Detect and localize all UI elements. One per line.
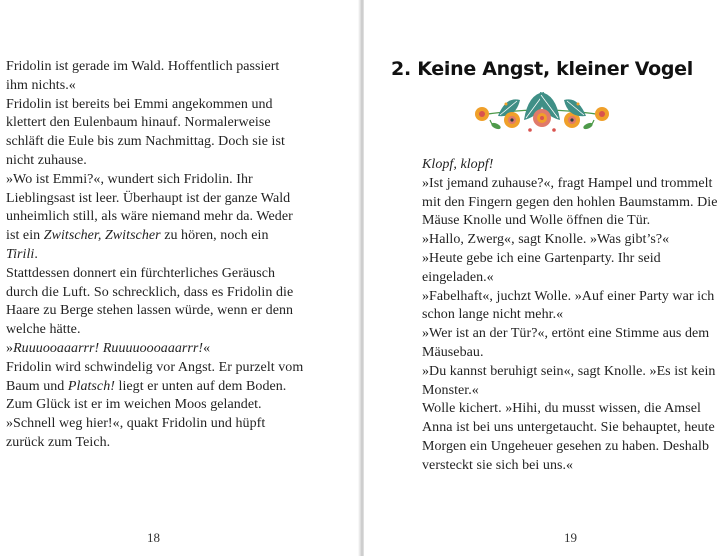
- text-line: klettert den Eulenbaum hinauf. Normalerweise: [6, 115, 271, 131]
- text-line: mit den Fingern gegen den hohlen Baumstamm. Die: [422, 194, 718, 210]
- text-line: »Wer ist an der Tür?«, ertönt eine Stimme aus dem: [422, 326, 710, 342]
- text-run: «: [203, 340, 211, 356]
- text-line: eingeladen.«: [422, 269, 494, 285]
- italic-run: Zwitscher, Zwitscher: [43, 228, 161, 244]
- text-line: Lieblingsast ist leer. Überhaupt ist der ganze Wald: [6, 190, 291, 206]
- text-line: welche hätte.: [6, 322, 81, 338]
- text-line: Mäusebau.: [422, 344, 484, 360]
- text-line: Fridolin ist gerade im Wald. Hoffentlich passiert: [6, 59, 280, 74]
- text-run: Baum und: [6, 378, 68, 394]
- text-line: [422, 156, 718, 175]
- text-line: durch die Luft. So schrecklich, dass es Fridolin die: [6, 284, 294, 300]
- left-page-text: [6, 58, 302, 453]
- text-line: Stattdessen donnert ein fürchterliches Geräusch: [6, 265, 276, 281]
- text-line: [6, 378, 302, 397]
- text-line: Zum Glück ist er im weichen Moos gelandet.: [6, 397, 262, 413]
- text-line: [6, 340, 302, 359]
- italic-run: Klopf, klopf!: [422, 157, 494, 172]
- text-line: Morgen ein Ungeheuer gesehen zu haben. Deshalb: [422, 438, 709, 454]
- page-number: 19: [564, 530, 577, 545]
- text-line: ihm nichts.«: [6, 77, 76, 93]
- text-line: »Schnell weg hier!«, quakt Fridolin und hüpft: [6, 416, 266, 432]
- floral-ornament-icon: [472, 90, 612, 136]
- text-line: Fridolin wird schwindelig vor Angst. Er purzelt vom: [6, 359, 304, 375]
- text-run: liegt er unten auf dem Boden.: [114, 378, 287, 394]
- text-line: schon lange nicht mehr.«: [422, 307, 564, 323]
- text-line: [6, 246, 302, 265]
- text-line: »Heute gebe ich eine Gartenparty. Ihr seid: [422, 250, 661, 266]
- text-line: [6, 227, 302, 246]
- text-line: »Ist jemand zuhause?«, fragt Hampel und trommelt: [422, 175, 713, 191]
- page-number: 18: [147, 530, 160, 545]
- right-page-text: [422, 156, 718, 476]
- text-line: Fridolin ist bereits bei Emmi angekommen und: [6, 96, 273, 112]
- text-line: nicht zuhause.: [6, 152, 87, 168]
- text-line: Mäuse Knolle und Wolle öffnen die Tür.: [422, 213, 651, 229]
- text-run: .: [34, 246, 38, 262]
- text-line: »Hallo, Zwerg«, sagt Knolle. »Was gibt’s?«: [422, 232, 670, 248]
- text-line: Anna ist bei uns untergetaucht. Sie behauptet, heute: [422, 420, 715, 436]
- text-line: unheimlich still, als wäre niemand mehr da. Weder: [6, 209, 293, 225]
- text-line: »Fabelhaft«, juchzt Wolle. »Auf einer Party war ich: [422, 288, 715, 304]
- chapter-title: 2. Keine Angst, kleiner Vogel: [391, 58, 693, 80]
- italic-run: Ruuuooaaarrr! Ruuuuoooaaarrr!: [13, 340, 204, 356]
- right-page: [364, 0, 720, 556]
- text-run: zu hören, noch ein: [160, 228, 269, 244]
- italic-run: Platsch!: [67, 378, 115, 394]
- text-line: Monster.«: [422, 382, 479, 398]
- text-line: Wolle kichert. »Hihi, du musst wissen, die Amsel: [422, 401, 701, 417]
- text-line: »Du kannst beruhigt sein«, sagt Knolle. »Es ist kein: [422, 363, 716, 379]
- italic-run: Tirili: [6, 246, 35, 262]
- text-line: schläft die Eule bis zum Nachmittag. Doch sie ist: [6, 134, 285, 150]
- text-line: zurück zum Teich.: [6, 434, 111, 450]
- text-line: versteckt sie sich bei uns.«: [422, 457, 574, 473]
- text-run: »: [6, 340, 14, 356]
- text-line: »Wo ist Emmi?«, wundert sich Fridolin. Ihr: [6, 171, 253, 187]
- text-run: ist ein: [6, 228, 44, 244]
- text-line: Haare zu Berge stehen lassen würde, wenn er denn: [6, 303, 294, 319]
